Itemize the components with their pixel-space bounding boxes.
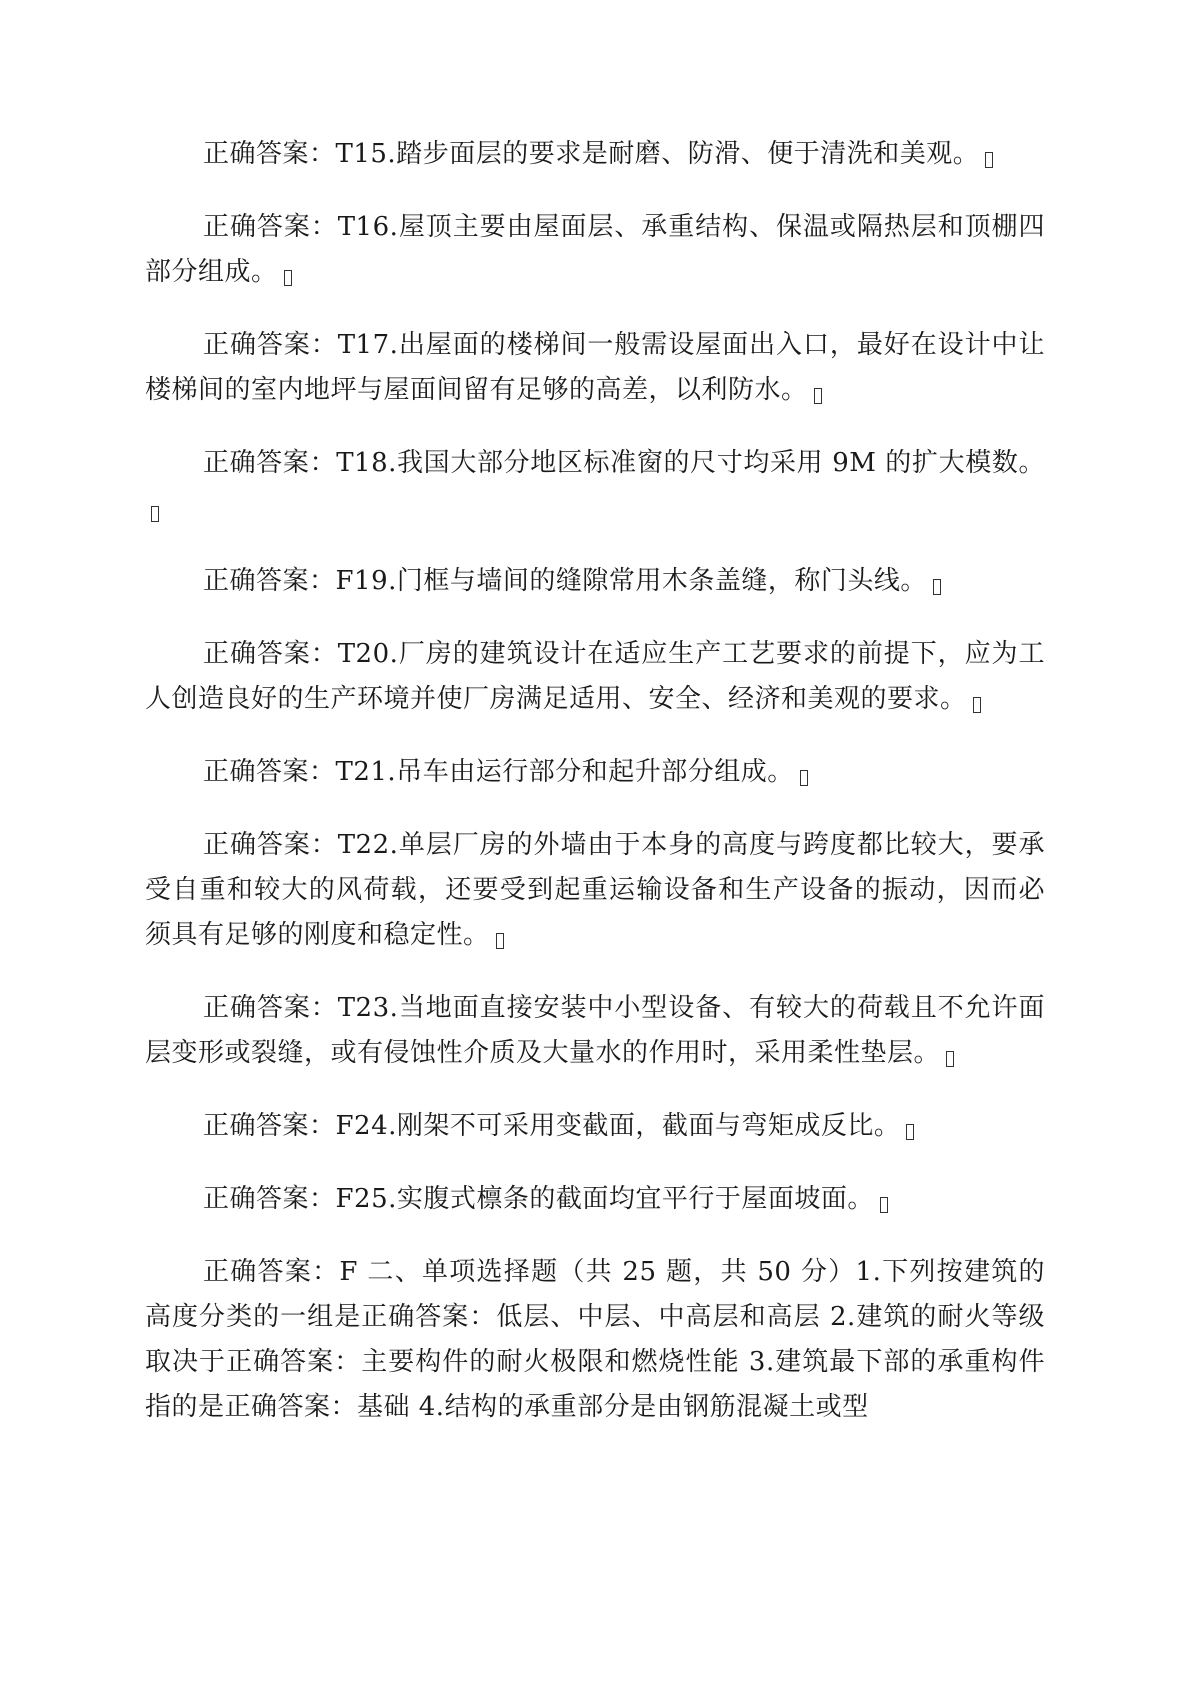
paragraph-text: 正确答案：T15.踏步面层的要求是耐磨、防滑、便于清洗和美观。 [203,139,980,169]
placeholder-glyph-icon [933,579,941,595]
paragraph-text: 正确答案：T18.我国大部分地区标准窗的尺寸均采用 9M 的扩大模数。 [203,448,1045,478]
paragraph-text: 正确答案：F24.刚架不可采用变截面，截面与弯矩成反比。 [203,1111,901,1141]
paragraph-17 [145,323,1045,413]
paragraph-20 [145,632,1045,722]
placeholder-glyph-icon [946,1051,954,1067]
paragraph-24 [145,1104,1045,1149]
paragraph-22 [145,823,1045,958]
paragraph-section-two [145,1250,1045,1430]
paragraph-text: 正确答案：T17.出屋面的楼梯间一般需设屋面出入口，最好在设计中让楼梯间的室内地坪与屋面间留有足够的高差，以利防水。 [145,330,1045,405]
paragraph-text: 正确答案：F19.门框与墙间的缝隙常用木条盖缝，称门头线。 [203,566,927,596]
placeholder-glyph-icon [496,933,504,949]
paragraph-23 [145,986,1045,1076]
placeholder-glyph-icon [985,152,993,168]
paragraph-text: 正确答案：T23.当地面直接安装中小型设备、有较大的荷载且不允许面层变形或裂缝，或有侵蚀性介质及大量水的作用时，采用柔性垫层。 [145,993,1045,1068]
placeholder-glyph-icon [973,697,981,713]
paragraph-15 [145,132,1045,177]
paragraph-19 [145,559,1045,604]
paragraph-18 [145,441,1045,531]
document-body [145,132,1045,1458]
paragraph-text: 正确答案：T21.吊车由运行部分和起升部分组成。 [203,757,794,787]
paragraph-16 [145,205,1045,295]
paragraph-text: 正确答案：T16.屋顶主要由屋面层、承重结构、保温或隔热层和顶棚四部分组成。 [145,212,1045,287]
placeholder-glyph-icon [151,506,159,522]
placeholder-glyph-icon [284,270,292,286]
placeholder-glyph-icon [800,770,808,786]
paragraph-25 [145,1177,1045,1222]
paragraph-text: 正确答案：T22.单层厂房的外墙由于本身的高度与跨度都比较大，要承受自重和较大的风荷载，还要受到起重运输设备和生产设备的振动，因而必须具有足够的刚度和稳定性。 [145,830,1045,950]
paragraph-21 [145,750,1045,795]
paragraph-text: 正确答案：T20.厂房的建筑设计在适应生产工艺要求的前提下，应为工人创造良好的生产环境并使厂房满足适用、安全、经济和美观的要求。 [145,639,1045,714]
paragraph-text: 正确答案：F25.实腹式檩条的截面均宜平行于屋面坡面。 [203,1184,874,1214]
placeholder-glyph-icon [814,388,822,404]
placeholder-glyph-icon [906,1124,914,1140]
paragraph-text: 正确答案：F 二、单项选择题（共 25 题，共 50 分）1.下列按建筑的高度分类的一组是正确答案：低层、中层、中高层和高层 2.建筑的耐火等级取决于正确答案：主要构件的耐火极限和燃烧性能 3.建筑最下部的承重构件指的是正确答案：基础 4.结构的承重部分是由钢筋混凝土或型 [145,1257,1045,1422]
placeholder-glyph-icon [880,1197,888,1213]
